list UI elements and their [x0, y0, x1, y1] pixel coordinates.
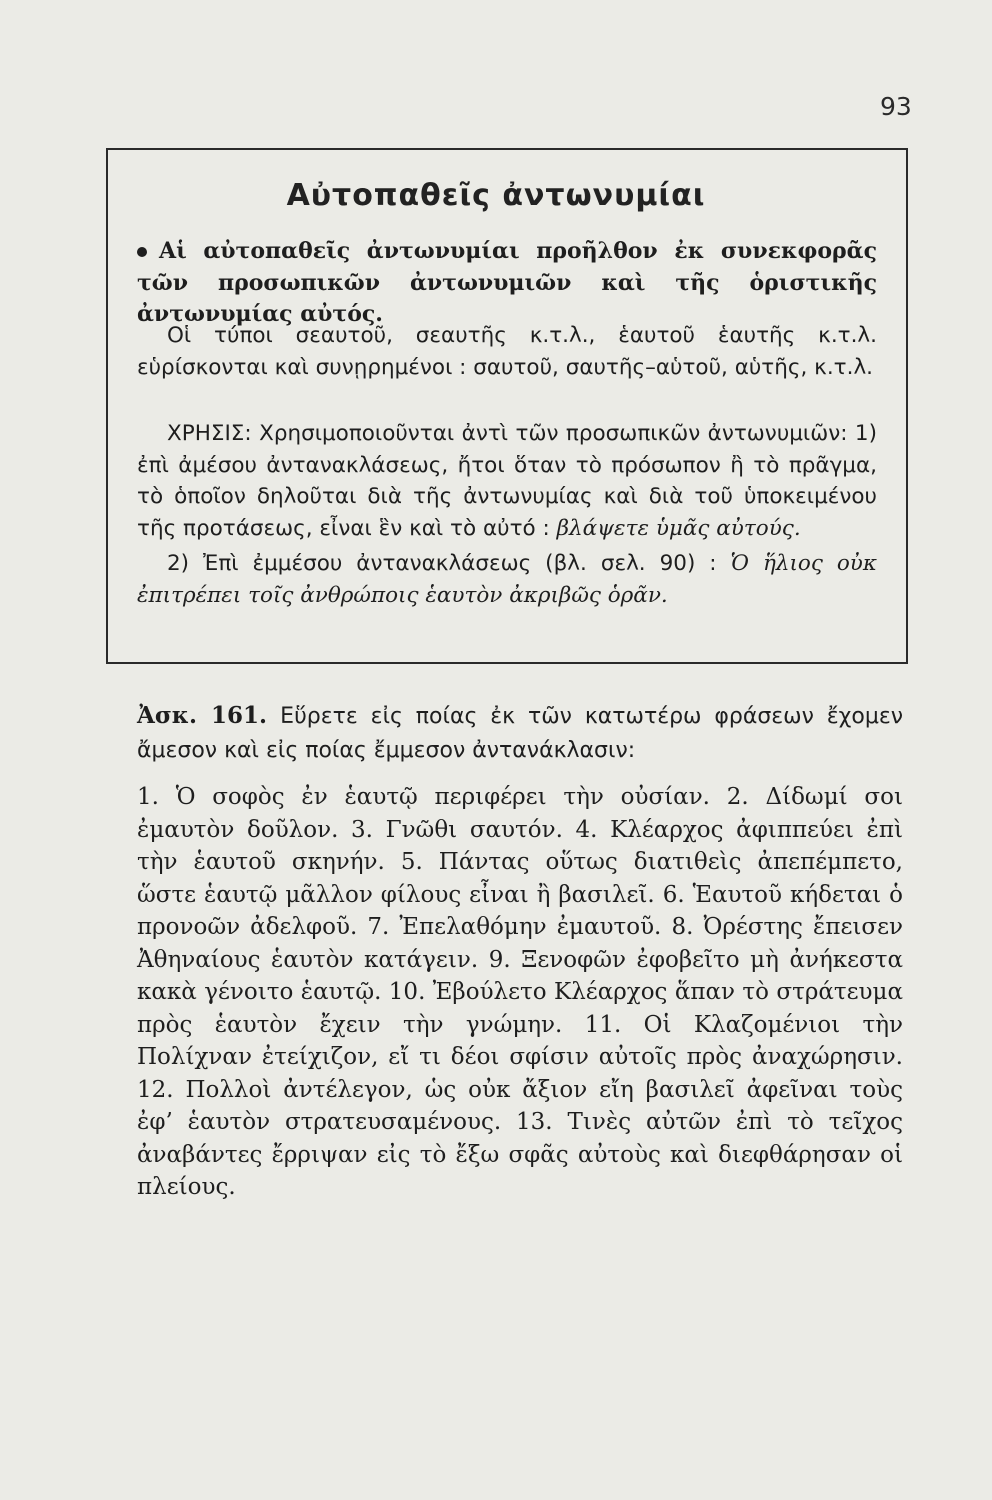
exercise-instruction: Εὕρετε εἰς ποίας ἐκ τῶν κατωτέρω φράσεων ἔχομεν ἄμεσον καὶ εἰς ποίας ἔμμεσον ἀντανάκλασιν:	[137, 704, 904, 763]
page-number: 93	[880, 92, 912, 121]
exercise-instruction-para	[137, 700, 903, 767]
box-usage	[137, 418, 877, 544]
indirect-text: 2) Ἐπὶ ἐμμέσου ἀντανακλάσεως (βλ. σελ. 90) :	[167, 551, 717, 576]
box-intro-text: Αἱ αὐτοπαθεῖς ἀντωνυμίαι προῆλθον ἐκ συνεκφορᾶς τῶν προσωπικῶν ἀντωνυμιῶν καὶ τῆς ὁριστικῆς ἀντωνυμίας αὐτός.	[137, 238, 877, 327]
box-intro	[137, 236, 877, 331]
box-usage-block	[137, 418, 877, 611]
usage-label: ΧΡΗΣΙΣ:	[167, 421, 252, 446]
usage-text: Χρησιμοποιοῦνται ἀντὶ τῶν προσωπικῶν ἀντωνυμιῶν: 1) ἐπὶ ἀμέσου ἀντανακλάσεως, ἤτοι ὅταν τὸ πρόσωπον ἢ τὸ πρᾶγμα, τὸ ὁποῖον δηλοῦται διὰ τῆς ἀντωνυμίας καὶ διὰ τοῦ ὑποκειμένου τῆς προτάσεως, εἶναι ἓν καὶ τὸ αὐτό :	[137, 421, 877, 541]
box-indirect	[137, 548, 877, 611]
bullet-icon	[137, 247, 147, 257]
exercise-label: Ἀσκ. 161.	[137, 702, 267, 729]
box-intro-block	[137, 236, 877, 331]
box-title: Αὐτοπαθεῖς ἀντωνυμίαι	[286, 178, 706, 213]
exercise-block	[137, 700, 903, 1204]
box-forms: Οἱ τύποι σεαυτοῦ, σεαυτῆς κ.τ.λ., ἑαυτοῦ ἑαυτῆς κ.τ.λ. εὑρίσκονται καὶ συνῃρημένοι : σαυτοῦ, σαυτῆς–αὑτοῦ, αὑτῆς, κ.τ.λ.	[137, 323, 877, 380]
box-forms-block	[137, 320, 877, 383]
usage-example: βλάψετε ὑμᾶς αὐτούς.	[556, 515, 801, 541]
exercise-sentences: 1. Ὁ σοφὸς ἐν ἑαυτῷ περιφέρει τὴν οὐσίαν. 2. Δίδωμί σοι ἐμαυτὸν δοῦλον. 3. Γνῶθι σαυτόν. 4. Κλέαρχος ἀφιππεύει ἐπὶ τὴν ἑαυτοῦ σκηνήν. 5. Πάντας οὕτως διατιθεὶς ἀπεπέμπετο, ὥστε ἑαυτῷ μᾶλλον φίλους εἶναι ἢ βασιλεῖ. 6. Ἑαυτοῦ κήδεται ὁ προνοῶν ἀδελφοῦ. 7. Ἐπελαθόμην ἐμαυτοῦ. 8. Ὀρέστης ἔπεισεν Ἀθηναίους ἑαυτὸν κατάγειν. 9. Ξενοφῶν ἐφοβεῖτο μὴ ἀνήκεστα κακὰ γένοιτο ἑαυτῷ. 10. Ἐβούλετο Κλέαρχος ἅπαν τὸ στράτευμα πρὸς ἑαυτὸν ἔχειν τὴν γνώμην. 11. Οἱ Κλαζομένιοι τὴν Πολίχναν ἐτείχιζον, εἴ τι δέοι σφίσιν αὐτοῖς πρὸς ἀναχώρησιν. 12. Πολλοὶ ἀντέλεγον, ὡς οὐκ ἄξιον εἴη βασιλεῖ ἀφεῖναι τοὺς ἐφ’ ἑαυτὸν στρατευσαμένους. 13. Τινὲς αὐτῶν ἐπὶ τὸ τεῖχος ἀναβάντες ἔρριψαν εἰς τὸ ἔξω σφᾶς αὐτοὺς καὶ διεφθάρησαν οἱ πλείους.	[137, 784, 903, 1200]
indirect-example: Ὁ ἥλιος οὐκ ἐπιτρέπει τοῖς ἀνθρώποις ἑαυτὸν ἀκριβῶς ὁρᾶν.	[137, 551, 877, 608]
